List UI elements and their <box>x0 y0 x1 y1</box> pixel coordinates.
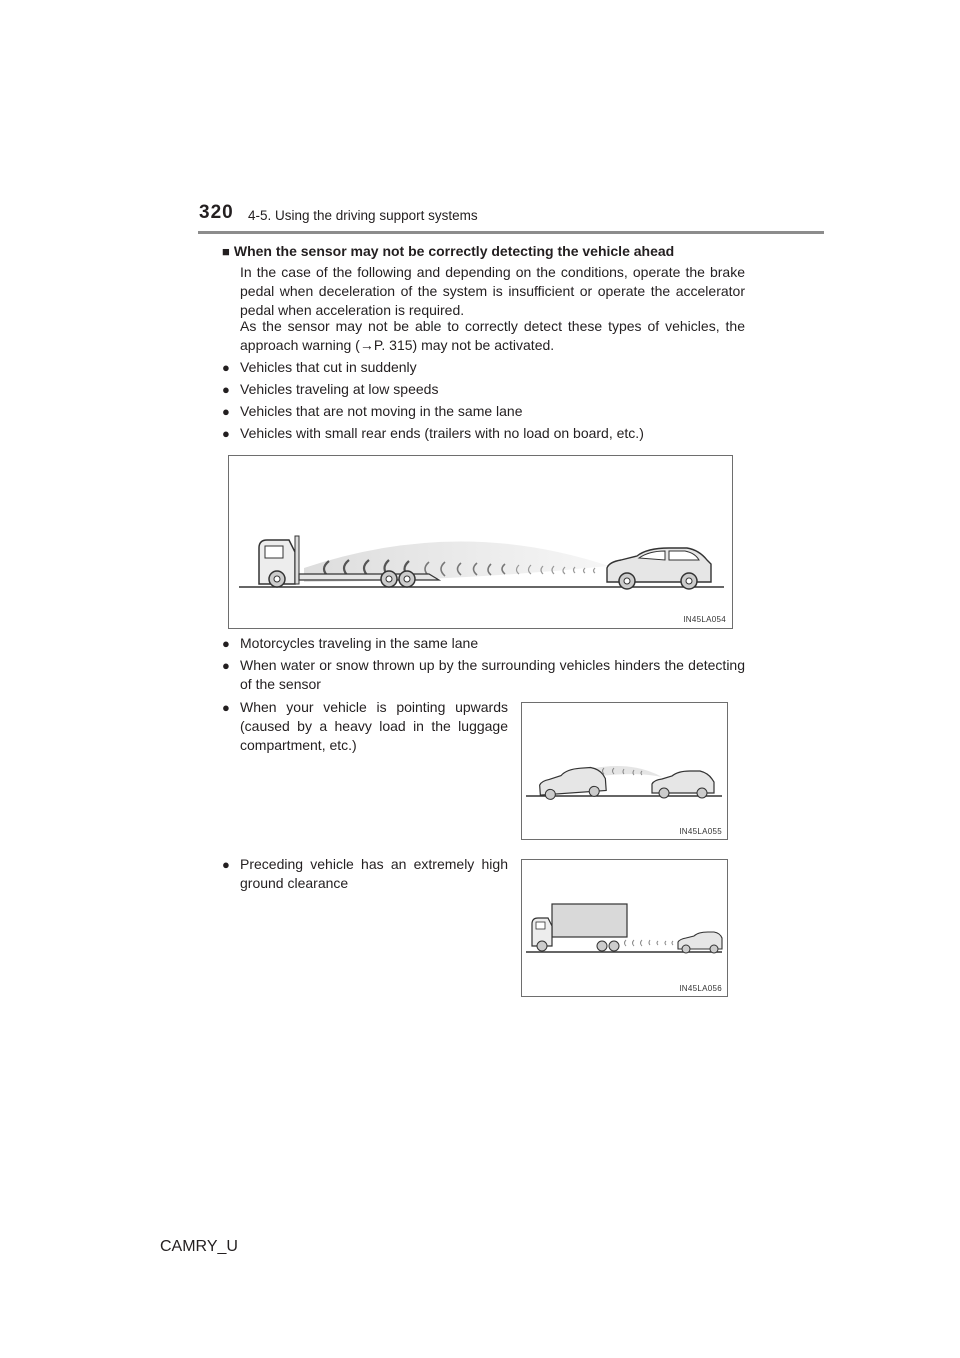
bullet-water-snow: ● When water or snow thrown up by the surrounding vehicles hinders the detecting of the sensor <box>222 657 745 692</box>
bullet-dot-icon: ● <box>222 404 230 419</box>
pointing-upwards-illustration <box>522 703 727 839</box>
bullet-dot-icon: ● <box>222 857 230 872</box>
page-number: 320 <box>199 202 234 223</box>
figure-high-clearance <box>521 859 728 997</box>
footer-model-code: CAMRY_U <box>160 1238 238 1255</box>
bullet-dot-icon: ● <box>222 382 230 397</box>
bullet-small-rear: ● Vehicles with small rear ends (trailers with no load on board, etc.) <box>222 425 644 441</box>
bullet-dot-icon: ● <box>222 700 230 715</box>
warning-paragraph: As the sensor may not be able to correctly detect these types of vehicles, the approach warning (→P. 315) may not be activated. <box>240 318 745 353</box>
bullet-dot-icon: ● <box>222 426 230 441</box>
bullet-high-clearance: ● Preceding vehicle has an extremely high ground clearance <box>222 856 508 891</box>
intro-paragraph: In the case of the following and depending on the conditions, operate the brake pedal when deceleration of the system is insufficient or operate the accelerator pedal when acceleration is required. <box>240 264 745 318</box>
figure-pointing-upwards <box>521 702 728 840</box>
arrow-right-icon: → <box>359 337 374 353</box>
section-heading-text: When the sensor may not be correctly detecting the vehicle ahead <box>233 243 675 259</box>
bullet-low-speed: ● Vehicles traveling at low speeds <box>222 381 439 397</box>
square-bullet-icon: ■ <box>222 244 230 259</box>
high-clearance-illustration <box>522 860 727 996</box>
bullet-pointing-upwards: ● When your vehicle is pointing upwards (caused by a heavy load in the luggage compartment, etc.) <box>222 699 508 753</box>
header-rule <box>198 231 824 234</box>
figure-code: IN45LA056 <box>679 984 722 993</box>
section-heading <box>222 243 674 259</box>
bullet-motorcycles: ● Motorcycles traveling in the same lane <box>222 635 479 651</box>
section-header-title: 4-5. Using the driving support systems <box>248 208 478 223</box>
bullet-cut-in: ● Vehicles that cut in suddenly <box>222 359 417 375</box>
trailer-illustration <box>229 456 732 628</box>
bullet-not-same-lane: ● Vehicles that are not moving in the same lane <box>222 403 523 419</box>
bullet-dot-icon: ● <box>222 658 230 673</box>
bullet-dot-icon: ● <box>222 636 230 651</box>
figure-code: IN45LA055 <box>679 827 722 836</box>
bullet-dot-icon: ● <box>222 360 230 375</box>
figure-trailer <box>228 455 733 629</box>
figure-code: IN45LA054 <box>683 615 726 624</box>
